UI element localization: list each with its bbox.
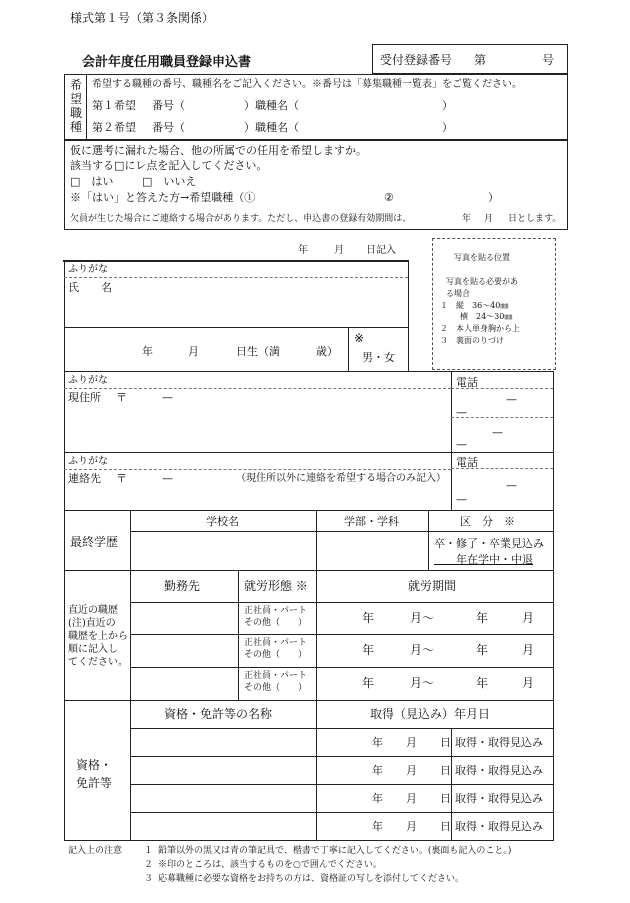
contact-label: 連絡先 [68, 472, 101, 485]
education-division-header: 区 分 ※ [460, 515, 515, 528]
second-choice-close: ） [442, 121, 453, 134]
qualification-month: 月 [406, 792, 417, 805]
first-choice-close: ） [442, 99, 453, 112]
address-phone-dash-3: — [492, 426, 503, 439]
birth-age: 歳） [316, 345, 338, 358]
notes-label: 記入上の注意 [68, 846, 123, 856]
second-choice-name: ）職種名（ [244, 121, 299, 134]
form-title: 会計年度任用職員登録申込書 [82, 55, 252, 70]
receipt-no-suffix: 号 [542, 53, 555, 67]
career-to-year: 年 [476, 643, 489, 657]
qualification-day: 日 [440, 736, 451, 749]
career-period-header: 就労期間 [408, 579, 457, 593]
transfer-question: 仮に選考に漏れた場合、他の所属での任用を希望しますか。 [70, 144, 367, 157]
career-employment-header: 就労形態 ※ [244, 579, 308, 593]
name-label: 氏 名 [68, 281, 112, 294]
first-choice-label: 第１希望 [92, 99, 136, 112]
sex-mark: ※ [354, 331, 365, 345]
career-to-month: 月 [522, 643, 535, 657]
qualification-year: 年 [372, 764, 383, 777]
career-emp-line2[interactable]: その他（ ） [244, 683, 308, 693]
education-status-1[interactable]: 卒・修了・卒業見込み [434, 537, 544, 550]
address-phone-dash-1: — [506, 393, 517, 406]
career-emp-line1[interactable]: 正社員・パート [244, 671, 308, 681]
qualification-month: 月 [406, 764, 417, 777]
first-choice-number-input[interactable] [196, 97, 242, 113]
career-to-year: 年 [476, 676, 489, 690]
qualification-status[interactable]: 取得・取得見込み [455, 736, 543, 749]
transfer-notice-year: 年 [462, 214, 472, 224]
address-postal-dash: — [162, 391, 173, 404]
contact-furigana-input[interactable] [130, 454, 444, 468]
name-input[interactable] [130, 284, 400, 320]
photo-spec-2: 横 24〜30㎜ [460, 312, 513, 321]
career-to-year: 年 [476, 611, 489, 625]
qualification-year: 年 [372, 736, 383, 749]
career-to-month: 月 [522, 611, 535, 625]
transfer-instruction: 該当する□にレ点を記入してください。 [70, 159, 268, 172]
birth-year: 年 [142, 345, 153, 358]
qualification-day: 日 [440, 820, 451, 833]
qualification-year: 年 [372, 792, 383, 805]
name-furigana-label: ふりがな [68, 264, 108, 275]
contact-postal-mark: 〒 [116, 472, 127, 485]
form-number: 様式第１号（第３条関係） [70, 11, 215, 25]
transfer-notice-month: 月 [484, 214, 494, 224]
career-from-month: 月〜 [410, 676, 435, 690]
transfer-no-checkbox[interactable]: □ いいえ [142, 175, 197, 188]
transfer-choice-c: ） [488, 191, 499, 204]
transfer-notice: 欠員が生じた場合にご連絡する場合があります。ただし、申込書の登録有効期間は、 [70, 214, 412, 224]
career-workplace-input[interactable] [134, 607, 234, 629]
note-text: 鉛筆以外の黒又は青の筆記具で、楷書で丁寧に記入してください。(裏面も記入のこと。) [158, 846, 512, 856]
address-input[interactable] [130, 404, 444, 444]
note-text: ※印のところは、該当するものを○で囲んでください。 [158, 860, 382, 870]
address-phone-dash-2: — [456, 406, 467, 419]
photo-title: 写真を貼る位置 [454, 253, 510, 262]
entry-day: 日記入 [366, 245, 396, 256]
qualification-date-header: 取得（見込み）年月日 [370, 707, 491, 721]
photo-need-1: 写真を貼る必要があ [446, 277, 518, 286]
career-to-month: 月 [522, 676, 535, 690]
career-from-year: 年 [362, 643, 375, 657]
education-faculty-header: 学部・学科 [344, 515, 399, 528]
contact-furigana-label: ふりがな [68, 456, 108, 467]
desired-side-label: 希 望 職 種 [70, 78, 83, 134]
qualification-label: 資格・ 免許等 [76, 758, 113, 790]
contact-phone-label: 電話 [456, 456, 478, 469]
photo-spec-4: ３ 裏面のりづけ [440, 336, 504, 345]
sex-options[interactable]: 男・女 [362, 351, 395, 364]
career-emp-line1[interactable]: 正社員・パート [244, 638, 308, 648]
receipt-label: 受付登録番号 [380, 53, 453, 67]
second-choice-label: 第２希望 [92, 121, 136, 134]
career-emp-line2[interactable]: その他（ ） [244, 650, 308, 660]
transfer-yes-checkbox[interactable]: □ はい [70, 175, 114, 188]
education-status-2[interactable]: 年在学中・中退 [456, 553, 533, 566]
career-workplace-input[interactable] [134, 672, 234, 694]
second-choice-number: 番号（ [152, 121, 185, 134]
first-choice-number: 番号（ [152, 99, 185, 112]
qualification-month: 月 [406, 736, 417, 749]
address-phone-label: 電話 [456, 376, 478, 389]
second-choice-number-input[interactable] [196, 119, 242, 135]
contact-note: （現住所以外に連絡を希望する場合のみ記入） [236, 473, 446, 484]
transfer-notice-end: 日とします。 [508, 214, 562, 224]
entry-month: 月 [334, 245, 344, 256]
transfer-choice-a: ※「はい」と答えた方→希望職種（① [70, 191, 256, 204]
education-label: 最終学歴 [70, 535, 119, 549]
address-postal-mark: 〒 [116, 391, 127, 404]
qualification-year: 年 [372, 820, 383, 833]
note-number: ３ [144, 874, 154, 884]
birth-month: 月 [188, 345, 199, 358]
birth-day: 日生（満 [236, 345, 280, 358]
contact-postal-dash: — [162, 472, 173, 485]
qualification-name-input[interactable] [134, 789, 312, 807]
address-furigana-label: ふりがな [68, 375, 108, 386]
receipt-no-prefix: 第 [474, 53, 487, 67]
qualification-month: 月 [406, 820, 417, 833]
qualification-name-header: 資格・免許等の名称 [164, 707, 273, 721]
note-number: ２ [144, 860, 154, 870]
education-faculty-input[interactable] [320, 540, 424, 564]
contact-phone-dash-2: — [456, 493, 467, 506]
qualification-name-input[interactable] [134, 761, 312, 779]
education-school-input[interactable] [136, 540, 310, 564]
qualification-day: 日 [440, 792, 451, 805]
career-from-month: 月〜 [410, 643, 435, 657]
address-phone-dash-4: — [456, 438, 467, 451]
note-number: １ [144, 846, 154, 856]
first-choice-name-input[interactable] [312, 97, 440, 113]
qualification-status[interactable]: 取得・取得見込み [455, 820, 543, 833]
career-workplace-input[interactable] [134, 639, 234, 661]
qualification-day: 日 [440, 764, 451, 777]
career-from-month: 月〜 [410, 611, 435, 625]
address-label: 現住所 [68, 391, 101, 404]
photo-spec-3: ２ 本人単身胸から上 [440, 324, 520, 333]
career-from-year: 年 [362, 611, 375, 625]
first-choice-name: ）職種名（ [244, 99, 299, 112]
entry-year: 年 [298, 245, 308, 256]
career-from-year: 年 [362, 676, 375, 690]
qualification-name-input[interactable] [134, 817, 312, 835]
photo-spec-1: １ 縦 36〜40㎜ [440, 301, 509, 310]
career-emp-line1[interactable]: 正社員・パート [244, 606, 308, 616]
contact-phone-dash-1: — [506, 479, 517, 492]
career-emp-line2[interactable]: その他（ ） [244, 618, 308, 628]
second-choice-name-input[interactable] [312, 119, 440, 135]
photo-need-2: る場合 [446, 289, 470, 298]
note-text: 応募職種に必要な資格をお持ちの方は、資格証の写しを添付してください。 [158, 874, 465, 884]
address-furigana-input[interactable] [130, 373, 444, 387]
desired-instruction: 希望する職種の番号、職種名をご記入ください。※番号は「募集職種一覧表」をご覧ください。 [92, 79, 522, 90]
contact-input[interactable] [130, 488, 444, 506]
qualification-name-input[interactable] [134, 733, 312, 751]
education-school-header: 学校名 [206, 515, 239, 528]
transfer-choice-b: ② [384, 191, 394, 204]
qualification-status[interactable]: 取得・取得見込み [455, 792, 543, 805]
name-furigana-input[interactable] [130, 262, 400, 276]
career-workplace-header: 勤務先 [164, 579, 201, 593]
career-label: 直近の職歴 (注)直近の 職歴を上から 順に記入し てください。 [68, 605, 128, 668]
qualification-status[interactable]: 取得・取得見込み [455, 764, 543, 777]
